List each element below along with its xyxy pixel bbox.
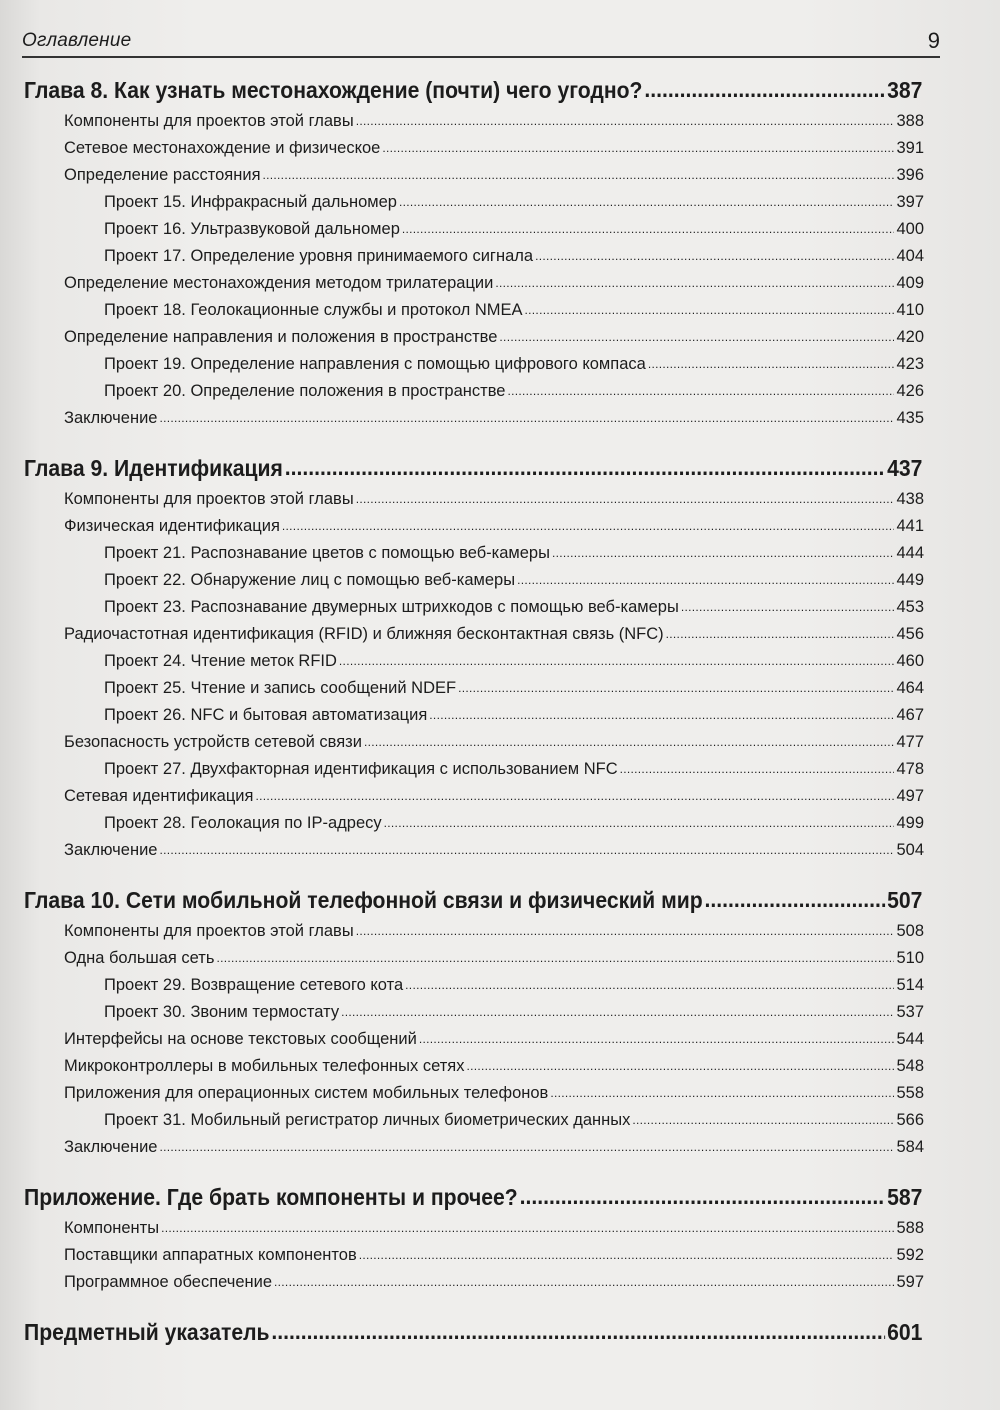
- toc-entry-page: 601: [887, 1319, 923, 1345]
- toc-section-entry: [24, 513, 924, 540]
- toc-project-entry: [24, 594, 924, 621]
- toc-project-entry: [24, 189, 924, 216]
- toc-entry-page: 510: [896, 949, 924, 967]
- toc-entry-title: Проект 16. Ультразвуковой дальномер: [104, 220, 400, 238]
- toc-section-entry: [24, 1242, 924, 1269]
- dot-leader: [632, 1107, 894, 1134]
- toc-entry-title: Заключение: [64, 409, 158, 427]
- toc-entry-title: Проект 20. Определение положения в пространстве: [104, 382, 506, 400]
- dot-leader: [356, 918, 895, 945]
- toc-entry-title: Определение направления и положения в пространстве: [64, 328, 498, 346]
- toc-entry-title: Проект 23. Распознавание двумерных штрихкодов с помощью веб-камеры: [104, 598, 679, 616]
- toc-section-entry: [24, 108, 924, 135]
- dot-leader: [705, 882, 886, 917]
- toc-entry-title: Проект 17. Определение уровня принимаемого сигнала: [104, 247, 534, 265]
- toc-entry-page: 420: [896, 328, 924, 346]
- toc-entry-page: 566: [896, 1111, 924, 1129]
- toc-entry-page: 410: [896, 301, 924, 319]
- toc-section-entry: [24, 486, 924, 513]
- toc-entry-title: Глава 10. Сети мобильной телефонной связи и физический мир: [24, 887, 703, 913]
- dot-leader: [339, 648, 895, 675]
- toc-section-entry: [24, 324, 924, 351]
- toc-entry-page: 441: [896, 517, 924, 535]
- toc-entry-page: 396: [896, 166, 924, 184]
- toc-entry-page: 438: [896, 490, 924, 508]
- toc-entry-title: Определение расстояния: [64, 166, 261, 184]
- toc-entry-page: 388: [896, 112, 924, 130]
- toc-section-entry: [24, 162, 924, 189]
- toc-entry-title: Физическая идентификация: [64, 517, 280, 535]
- toc-entry-title: Проект 22. Обнаружение лиц с помощью веб-камеры: [104, 571, 516, 589]
- dot-leader: [405, 972, 894, 999]
- toc-entry-title: Радиочастотная идентификация (RFID) и ближняя бесконтактная связь (NFC): [64, 625, 664, 643]
- toc-entry-title: Одна большая сеть: [64, 949, 215, 967]
- toc-entry-title: Компоненты для проектов этой главы: [64, 922, 354, 940]
- toc-entry-page: 588: [896, 1219, 924, 1237]
- dot-leader: [271, 1314, 885, 1349]
- dot-leader: [341, 999, 894, 1026]
- dot-leader: [263, 162, 895, 189]
- toc-entry-page: 497: [896, 787, 924, 805]
- toc-entry-page: 444: [896, 544, 924, 562]
- dot-leader: [550, 1080, 894, 1107]
- toc-section-entry: [24, 405, 924, 432]
- toc-entry-title: Поставщики аппаратных компонентов: [64, 1246, 357, 1264]
- toc-entry-page: 456: [896, 625, 924, 643]
- dot-leader: [620, 756, 895, 783]
- toc-project-entry: [24, 216, 924, 243]
- dot-leader: [159, 1134, 894, 1161]
- toc-entry-title: Компоненты для проектов этой главы: [64, 490, 354, 508]
- toc-entry-title: Программное обеспечение: [64, 1273, 273, 1291]
- toc-entry-page: 508: [896, 922, 924, 940]
- toc-entry-title: Проект 30. Звоним термостату: [104, 1003, 340, 1021]
- dot-leader: [274, 1269, 894, 1296]
- toc-section-entry: [24, 1269, 924, 1296]
- toc-project-entry: [24, 1107, 924, 1134]
- toc-entry-title: Микроконтроллеры в мобильных телефонных сетях: [64, 1057, 465, 1075]
- toc-section-entry: [24, 837, 924, 864]
- toc-chapter-entry: [24, 882, 922, 918]
- dot-leader: [364, 729, 895, 756]
- toc-entry-page: 449: [896, 571, 924, 589]
- dot-leader: [517, 567, 894, 594]
- dot-leader: [255, 783, 894, 810]
- toc-entry-title: Сетевая идентификация: [64, 787, 254, 805]
- toc-entry-title: Проект 25. Чтение и запись сообщений NDEF: [104, 679, 457, 697]
- toc-chapter-entry: [24, 1314, 922, 1350]
- toc-project-entry: [24, 648, 924, 675]
- toc-entry-title: Интерфейсы на основе текстовых сообщений: [64, 1030, 417, 1048]
- toc-entry-title: Сетевое местонахождение и физическое: [64, 139, 381, 157]
- toc-project-entry: [24, 351, 924, 378]
- toc-entry-page: 437: [887, 455, 923, 481]
- toc-entry-page: 387: [887, 77, 923, 103]
- toc-entry-page: 400: [896, 220, 924, 238]
- toc-entry-page: 423: [896, 355, 924, 373]
- toc-entry-title: Приложения для операционных систем мобильных телефонов: [64, 1084, 549, 1102]
- toc-section-entry: [24, 1080, 924, 1107]
- toc-project-entry: [24, 756, 924, 783]
- toc-project-entry: [24, 702, 924, 729]
- dot-leader: [507, 378, 894, 405]
- toc-section-entry: [24, 945, 924, 972]
- toc-entry-page: 537: [896, 1003, 924, 1021]
- toc-entry-title: Предметный указатель: [24, 1319, 270, 1345]
- toc-entry-title: Проект 28. Геолокация по IP-адресу: [104, 814, 382, 832]
- toc-entry-title: Проект 27. Двухфакторная идентификация с использованием NFC: [104, 760, 618, 778]
- toc-section-entry: [24, 1026, 924, 1053]
- dot-leader: [159, 837, 894, 864]
- toc-entry-page: 464: [896, 679, 924, 697]
- dot-leader: [666, 621, 895, 648]
- toc-entry-page: 478: [896, 760, 924, 778]
- toc-section-entry: [24, 918, 924, 945]
- dot-leader: [402, 216, 895, 243]
- dot-leader: [458, 675, 894, 702]
- dot-leader: [285, 450, 886, 485]
- toc-entry-page: 460: [896, 652, 924, 670]
- dot-leader: [419, 1026, 895, 1053]
- toc-entry-title: Определение местонахождения методом трилатерации: [64, 274, 494, 292]
- toc-chapter-entry: [24, 1179, 922, 1215]
- toc-entry-title: Проект 26. NFC и бытовая автоматизация: [104, 706, 428, 724]
- dot-leader: [681, 594, 895, 621]
- toc-project-entry: [24, 567, 924, 594]
- running-header-title: Оглавление: [22, 30, 132, 51]
- toc-entry-title: Проект 29. Возвращение сетевого кота: [104, 976, 404, 994]
- toc-project-entry: [24, 810, 924, 837]
- toc-project-entry: [24, 540, 924, 567]
- toc-section-entry: [24, 783, 924, 810]
- toc-entry-page: 584: [896, 1138, 924, 1156]
- dot-leader: [648, 351, 895, 378]
- toc-section-entry: [24, 270, 924, 297]
- toc-entry-title: Приложение. Где брать компоненты и прочее?: [24, 1184, 518, 1210]
- dot-leader: [382, 135, 894, 162]
- toc-entry-page: 548: [896, 1057, 924, 1075]
- dot-leader: [159, 405, 894, 432]
- toc-entry-page: 453: [896, 598, 924, 616]
- dot-leader: [467, 1053, 895, 1080]
- toc-entry-page: 426: [896, 382, 924, 400]
- dot-leader: [644, 72, 885, 107]
- dot-leader: [525, 297, 895, 324]
- toc-entry-title: Проект 31. Мобильный регистратор личных биометрических данных: [104, 1111, 631, 1129]
- dot-leader: [399, 189, 895, 216]
- toc-entry-page: 477: [896, 733, 924, 751]
- toc-entry-title: Глава 9. Идентификация: [24, 455, 283, 481]
- toc-entry-title: Заключение: [64, 841, 158, 859]
- page-number: 9: [927, 28, 940, 53]
- dot-leader: [356, 486, 895, 513]
- toc-entry-title: Безопасность устройств сетевой связи: [64, 733, 362, 751]
- dot-leader: [216, 945, 894, 972]
- toc-entry-title: Проект 19. Определение направления с помощью цифрового компаса: [104, 355, 646, 373]
- toc-entry-title: Проект 24. Чтение меток RFID: [104, 652, 337, 670]
- toc-project-entry: [24, 243, 924, 270]
- table-of-contents: [24, 72, 924, 1350]
- running-header: [22, 26, 940, 58]
- toc-entry-page: 397: [896, 193, 924, 211]
- toc-entry-page: 499: [896, 814, 924, 832]
- toc-entry-page: 558: [896, 1084, 924, 1102]
- toc-entry-page: 435: [896, 409, 924, 427]
- dot-leader: [499, 324, 894, 351]
- toc-project-entry: [24, 675, 924, 702]
- dot-leader: [161, 1215, 894, 1242]
- dot-leader: [520, 1179, 886, 1214]
- toc-section-entry: [24, 135, 924, 162]
- toc-entry-page: 391: [896, 139, 924, 157]
- toc-entry-title: Компоненты: [64, 1219, 160, 1237]
- dot-leader: [359, 1242, 895, 1269]
- toc-entry-title: Проект 15. Инфракрасный дальномер: [104, 193, 397, 211]
- toc-chapter-entry: [24, 72, 922, 108]
- toc-project-entry: [24, 297, 924, 324]
- toc-chapter-entry: [24, 450, 922, 486]
- toc-project-entry: [24, 999, 924, 1026]
- dot-leader: [429, 702, 894, 729]
- toc-section-entry: [24, 1053, 924, 1080]
- toc-entry-title: Компоненты для проектов этой главы: [64, 112, 354, 130]
- toc-entry-title: Заключение: [64, 1138, 158, 1156]
- toc-section-entry: [24, 1215, 924, 1242]
- toc-section-entry: [24, 621, 924, 648]
- toc-entry-page: 544: [896, 1030, 924, 1048]
- toc-entry-page: 507: [887, 887, 923, 913]
- toc-entry-page: 404: [896, 247, 924, 265]
- toc-section-entry: [24, 1134, 924, 1161]
- toc-entry-page: 597: [896, 1273, 924, 1291]
- dot-leader: [552, 540, 895, 567]
- dot-leader: [495, 270, 894, 297]
- toc-entry-title: Глава 8. Как узнать местонахождение (почти) чего угодно?: [24, 77, 643, 103]
- toc-entry-page: 592: [896, 1246, 924, 1264]
- toc-entry-page: 514: [896, 976, 924, 994]
- dot-leader: [282, 513, 895, 540]
- toc-entry-page: 409: [896, 274, 924, 292]
- toc-entry-title: Проект 21. Распознавание цветов с помощью веб-камеры: [104, 544, 550, 562]
- dot-leader: [535, 243, 894, 270]
- dot-leader: [356, 108, 895, 135]
- toc-entry-page: 467: [896, 706, 924, 724]
- toc-project-entry: [24, 378, 924, 405]
- toc-entry-page: 504: [896, 841, 924, 859]
- toc-project-entry: [24, 972, 924, 999]
- toc-entry-title: Проект 18. Геолокационные службы и протокол NMEA: [104, 301, 523, 319]
- dot-leader: [384, 810, 895, 837]
- toc-section-entry: [24, 729, 924, 756]
- toc-entry-page: 587: [887, 1184, 923, 1210]
